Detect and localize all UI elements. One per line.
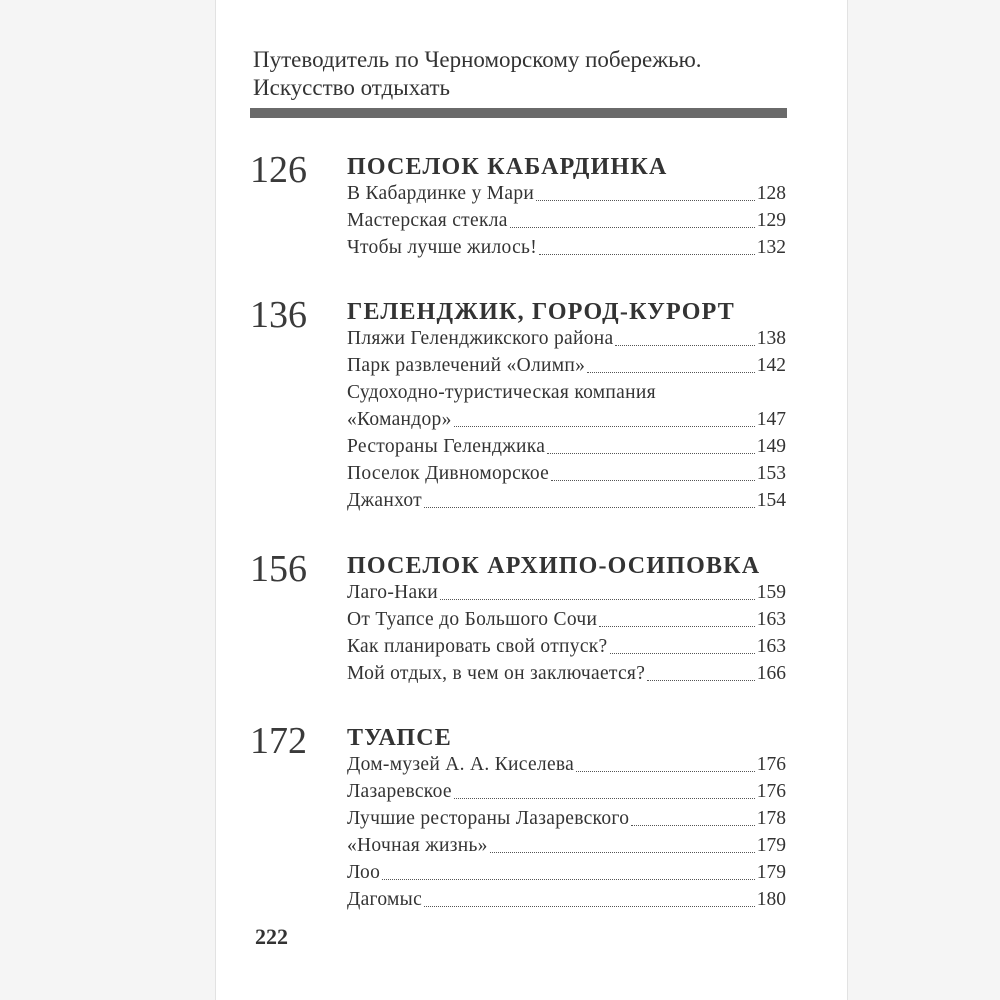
toc-entry-page: 142 (756, 355, 786, 376)
section-title: ТУАПСЕ (347, 725, 452, 751)
toc-entry (347, 805, 786, 832)
toc-entry-page: 176 (756, 781, 786, 802)
toc-entry-title: От Туапсе до Большого Сочи (347, 609, 598, 630)
toc-entry-page: 154 (756, 490, 786, 511)
toc-entry (347, 433, 786, 460)
toc-entry-page: 149 (756, 436, 786, 457)
toc-entry (347, 633, 786, 660)
toc-entry (347, 579, 786, 606)
toc-entry (347, 207, 786, 234)
toc-entry-page: 128 (756, 183, 786, 204)
dot-leader (382, 878, 755, 880)
dot-leader (587, 371, 755, 373)
dot-leader (536, 199, 755, 201)
toc-entry-page: 153 (756, 463, 786, 484)
section-entries (347, 751, 786, 913)
toc-entry-title: Как планировать свой отпуск? (347, 636, 608, 657)
section-number: 136 (250, 294, 307, 336)
dot-leader (490, 851, 755, 853)
section-title: ГЕЛЕНДЖИК, ГОРОД-КУРОРТ (347, 299, 735, 325)
section-number: 172 (250, 720, 307, 762)
toc-entry-page: 132 (756, 237, 786, 258)
header-line-1: Путеводитель по Черноморскому побережью. (253, 47, 702, 72)
toc-entry (347, 379, 786, 406)
toc-entry (347, 234, 786, 261)
toc-entry-page: 178 (756, 808, 786, 829)
toc-entry-title: Лаго-Наки (347, 582, 438, 603)
dot-leader (576, 770, 755, 772)
toc-entry (347, 778, 786, 805)
toc-entry-page: 129 (756, 210, 786, 231)
toc-entry-title: «Командор» (347, 409, 452, 430)
toc-entry-title: Лазаревское (347, 781, 452, 802)
section-title: ПОСЕЛОК КАБАРДИНКА (347, 154, 668, 180)
toc-entry (347, 406, 786, 433)
toc-entry-page: 176 (756, 754, 786, 775)
dot-leader (539, 253, 755, 255)
section-entries (347, 180, 786, 261)
toc-entry (347, 606, 786, 633)
dot-leader (440, 598, 755, 600)
dot-leader (547, 452, 755, 454)
page-edge-right (847, 0, 848, 1000)
toc-entry-page: 179 (756, 835, 786, 856)
dot-leader (454, 797, 755, 799)
toc-entry-title: Лучшие рестораны Лазаревского (347, 808, 630, 829)
toc-entry (347, 180, 786, 207)
section-entries (347, 579, 786, 687)
toc-entry (347, 859, 786, 886)
section-number: 126 (250, 149, 307, 191)
toc-entry (347, 487, 786, 514)
toc-entry (347, 660, 786, 687)
dot-leader (610, 652, 755, 654)
toc-entry-page: 180 (756, 889, 786, 910)
toc-entry-title: Парк развлечений «Олимп» (347, 355, 586, 376)
dot-leader (599, 625, 755, 627)
toc-entry-title: Рестораны Геленджика (347, 436, 546, 457)
toc-entry-title: Лоо (347, 862, 381, 883)
toc-entry-title: Поселок Дивноморское (347, 463, 550, 484)
page-edge-left (215, 0, 216, 1000)
running-header (253, 46, 813, 102)
toc-entry-title: Дом-музей А. А. Киселева (347, 754, 575, 775)
toc-entry (347, 352, 786, 379)
toc-entry (347, 832, 786, 859)
dot-leader (551, 479, 755, 481)
toc-entry-title: «Ночная жизнь» (347, 835, 488, 856)
page-number: 222 (255, 924, 288, 949)
section-title: ПОСЕЛОК АРХИПО-ОСИПОВКА (347, 553, 761, 579)
toc-entry-page: 163 (756, 609, 786, 630)
toc-entry-page: 163 (756, 636, 786, 657)
dot-leader (424, 905, 755, 907)
section-entries (347, 325, 786, 514)
dot-leader (510, 226, 755, 228)
toc-entry-page: 166 (756, 663, 786, 684)
toc-entry-page: 179 (756, 862, 786, 883)
toc-entry-page: 138 (756, 328, 786, 349)
toc-entry (347, 886, 786, 913)
section-number: 156 (250, 548, 307, 590)
toc-entry (347, 460, 786, 487)
toc-entry-title: Мой отдых, в чем он заключается? (347, 663, 646, 684)
toc-entry-title: Пляжи Геленджикского района (347, 328, 614, 349)
toc-entry (347, 325, 786, 352)
dot-leader (424, 506, 755, 508)
toc-entry-title: Дагомыс (347, 889, 423, 910)
dot-leader (454, 425, 755, 427)
toc-entry-title: Джанхот (347, 490, 422, 511)
toc-entry-title: Чтобы лучше жилось! (347, 237, 538, 258)
toc-entry-title: Судоходно-туристическая компания (347, 382, 656, 403)
toc-entry (347, 751, 786, 778)
header-rule (250, 108, 787, 118)
dot-leader (615, 344, 754, 346)
dot-leader (647, 679, 755, 681)
toc-entry-page: 159 (756, 582, 786, 603)
toc-entry-page: 147 (756, 409, 786, 430)
header-line-2: Искусство отдыхать (253, 75, 451, 100)
toc-entry-title: В Кабардинке у Мари (347, 183, 535, 204)
dot-leader (631, 824, 755, 826)
toc-entry-title: Мастерская стекла (347, 210, 508, 231)
